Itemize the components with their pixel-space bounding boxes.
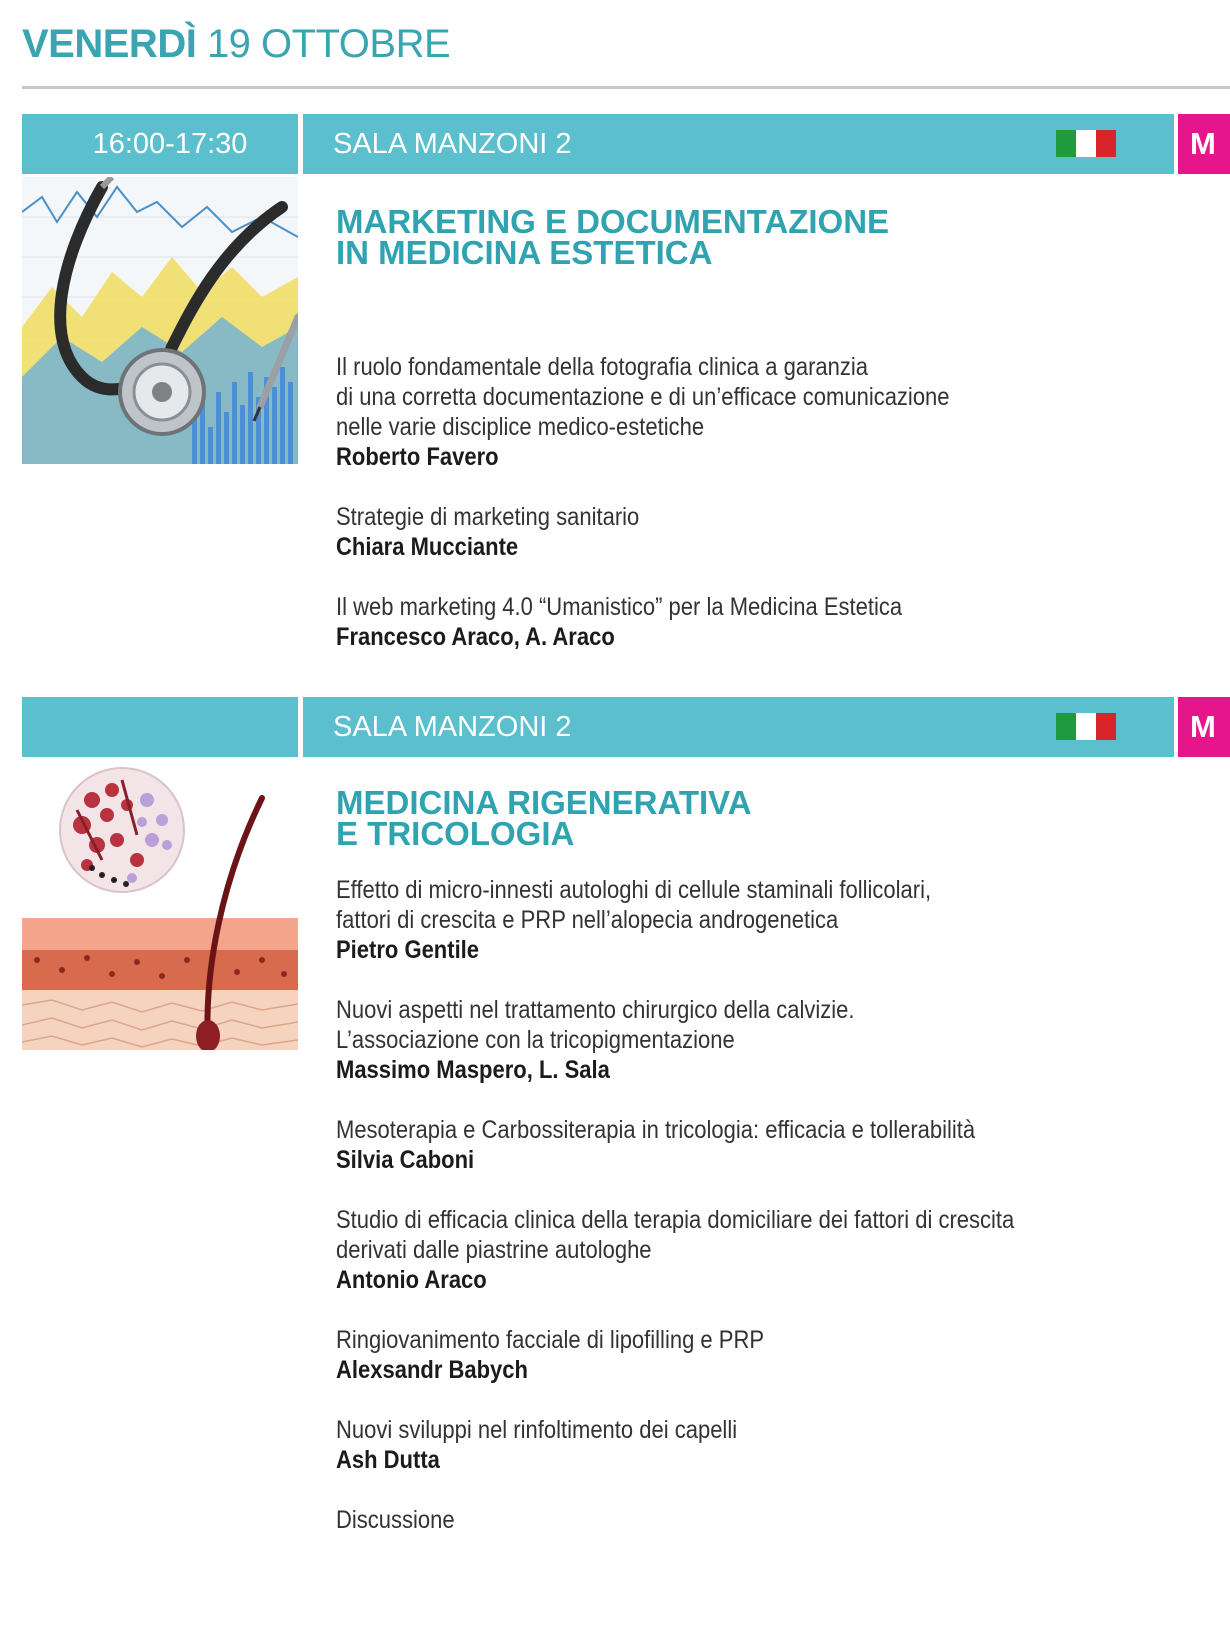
session-room: SALA MANZONI 2: [333, 128, 572, 160]
italian-flag-icon: [1056, 130, 1116, 157]
talk-item: [336, 1415, 1206, 1475]
talk-item: [336, 352, 1206, 472]
talk-description: di una corretta documentazione e di un’efficace comunicazione: [336, 383, 950, 411]
session-time: 16:00-17:30: [22, 114, 298, 174]
language-badge: M: [1178, 697, 1230, 757]
italian-flag-icon: [1056, 713, 1116, 740]
session-room: SALA MANZONI 2: [333, 711, 572, 743]
talk-speaker: Chiara Mucciante: [336, 533, 519, 561]
talk-description: Il web marketing 4.0 “Umanistico” per la Medicina Estetica: [336, 593, 903, 621]
talk-description: Effetto di micro-innesti autologhi di cellule staminali follicolari,: [336, 876, 932, 904]
talk-description: Mesoterapia e Carbossiterapia in tricologia: efficacia e tollerabilità: [336, 1116, 976, 1144]
talk-list: [336, 352, 1206, 682]
talk-description: Ringiovanimento facciale di lipofilling e PRP: [336, 1326, 765, 1354]
talk-item: [336, 592, 1206, 652]
talk-description: fattori di crescita e PRP nell’alopecia androgenetica: [336, 906, 839, 934]
talk-description: Discussione: [336, 1506, 455, 1534]
talk-description: nelle varie disciplice medico-estetiche: [336, 413, 705, 441]
talk-speaker: Antonio Araco: [336, 1266, 487, 1294]
talk-speaker: Massimo Maspero, L. Sala: [336, 1056, 610, 1084]
talk-item: [336, 1505, 1206, 1535]
talk-item: [336, 1325, 1206, 1385]
talk-speaker: Pietro Gentile: [336, 936, 480, 964]
day-date: 19 OTTOBRE: [206, 22, 451, 66]
divider: [22, 86, 1230, 89]
title-line: E TRICOLOGIA: [336, 815, 575, 852]
talk-speaker: Ash Dutta: [336, 1446, 440, 1474]
session-title: [336, 784, 752, 852]
talk-description: L’associazione con la tricopigmentazione: [336, 1026, 735, 1054]
title-line: MARKETING E DOCUMENTAZIONE: [336, 203, 890, 240]
talk-item: [336, 1115, 1206, 1175]
talk-speaker: Francesco Araco, A. Araco: [336, 623, 615, 651]
talk-description: derivati dalle piastrine autologhe: [336, 1236, 652, 1264]
talk-speaker: Roberto Favero: [336, 443, 499, 471]
title-line: IN MEDICINA ESTETICA: [336, 234, 713, 271]
session-title: [336, 203, 890, 271]
talk-description: Nuovi sviluppi nel rinfoltimento dei capelli: [336, 1416, 738, 1444]
talk-list: [336, 875, 1206, 1565]
talk-description: Nuovi aspetti nel trattamento chirurgico della calvizie.: [336, 996, 855, 1024]
hair-follicle-skin-image: [22, 760, 298, 1050]
session-time: [22, 697, 298, 757]
stethoscope-chart-image: [22, 177, 298, 464]
talk-speaker: Silvia Caboni: [336, 1146, 475, 1174]
talk-speaker: Alexsandr Babych: [336, 1356, 528, 1384]
day-name: VENERDÌ: [22, 22, 197, 66]
language-badge: M: [1178, 114, 1230, 174]
day-header: [22, 22, 450, 67]
title-line: MEDICINA RIGENERATIVA: [336, 784, 752, 821]
talk-description: Studio di efficacia clinica della terapia domiciliare dei fattori di crescita: [336, 1206, 1015, 1234]
talk-item: [336, 502, 1206, 562]
talk-item: [336, 995, 1206, 1085]
talk-item: [336, 1205, 1206, 1295]
talk-item: [336, 875, 1206, 965]
session-room-bar: [303, 114, 1174, 174]
talk-description: Il ruolo fondamentale della fotografia clinica a garanzia: [336, 353, 869, 381]
session-room-bar: [303, 697, 1174, 757]
talk-description: Strategie di marketing sanitario: [336, 503, 640, 531]
